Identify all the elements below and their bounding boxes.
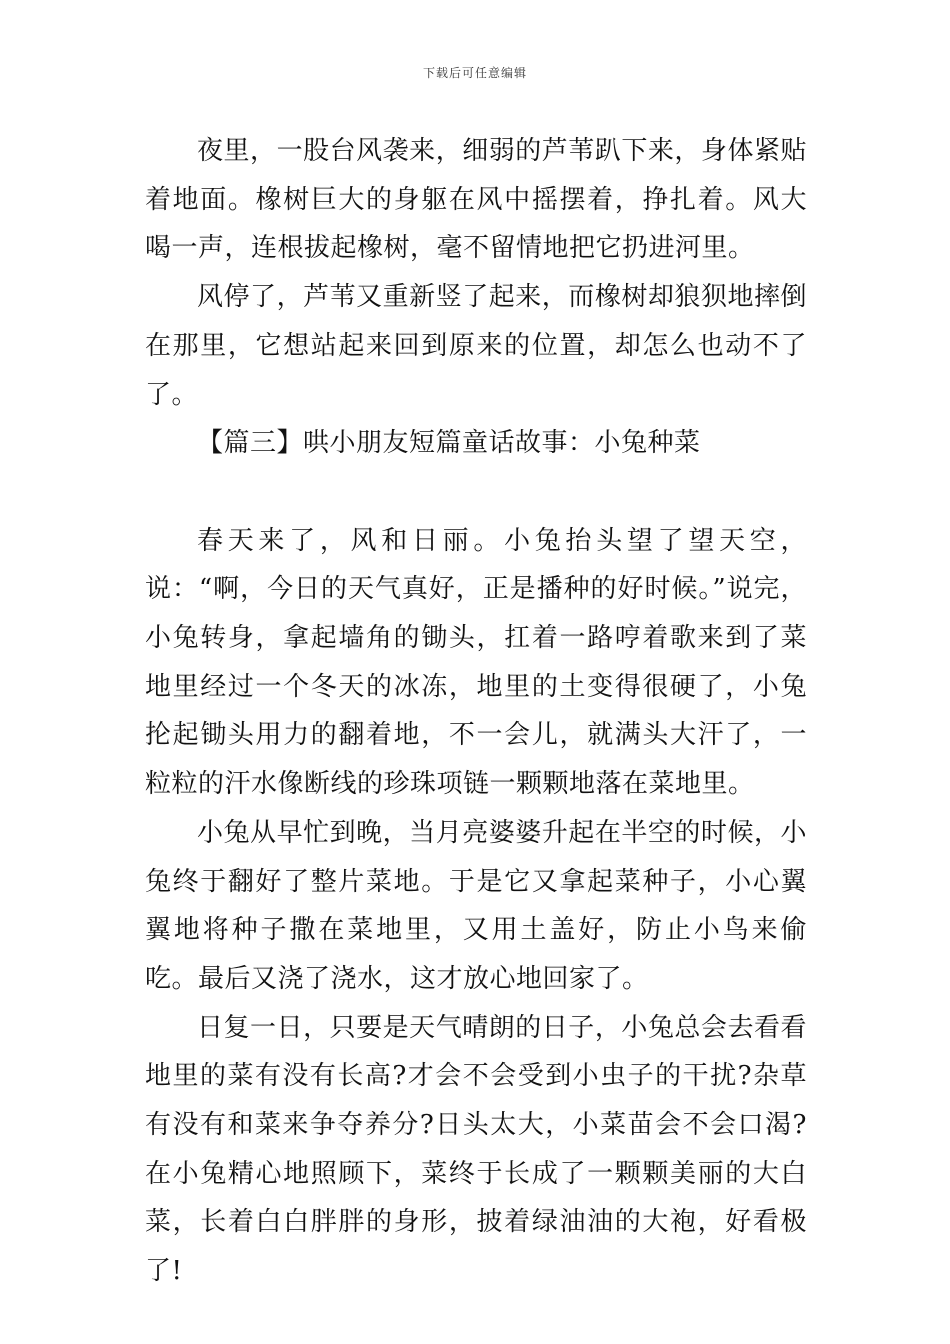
paragraph-typhoon: 夜里，一股台风袭来，细弱的芦苇趴下来，身体紧贴着地面。橡树巨大的身躯在风中摇摆着，挣扎着。风大喝一声，连根拔起橡树，毫不留情地把它扔进河里。 xyxy=(145,136,807,264)
paragraph-spring: 春天来了，风和日丽。小兔抬头望了望天空，说：“啊，今日的天气真好，正是播种的好时候。”说完，小兔转身，拿起墙角的锄头，扛着一路哼着歌来到了菜地里经过一个冬天的冰冻，地里的土变得很硬了，小兔抡起锄头用力的翻着地，不一会儿，就满头大汗了，一粒粒的汗水像断线的珍珠项链一颗颗地落在菜地里。 xyxy=(145,525,807,800)
paragraph-wind-stopped: 风停了，芦苇又重新竖了起来，而橡树却狼狈地摔倒在那里，它想站起来回到原来的位置，却怎么也动不了了。 xyxy=(145,282,807,410)
page-header: 下载后可任意编辑 xyxy=(422,66,527,80)
paragraph-sowing: 小兔从早忙到晚，当月亮婆婆升起在半空的时候，小兔终于翻好了整片菜地。于是它又拿起菜种子，小心翼翼地将种子撒在菜地里，又用土盖好，防止小鸟来偷吃。最后又浇了浇水，这才放心地回家了。 xyxy=(145,817,807,994)
section-heading: 【篇三】哄小朋友短篇童话故事：小兔种菜 xyxy=(197,428,701,459)
paragraph-growing: 日复一日，只要是天气晴朗的日子，小兔总会去看看地里的菜有没有长高?才会不会受到小虫子的干扰?杂草有没有和菜来争夺养分?日头太大，小菜苗会不会口渴?在小兔精心地照顾下，菜终于长成了一颗颗美丽的大白菜，长着白白胖胖的身形，披着绿油油的大袍，好看极了! xyxy=(145,1012,807,1287)
document-body xyxy=(145,127,807,1296)
blank-line xyxy=(145,468,807,517)
